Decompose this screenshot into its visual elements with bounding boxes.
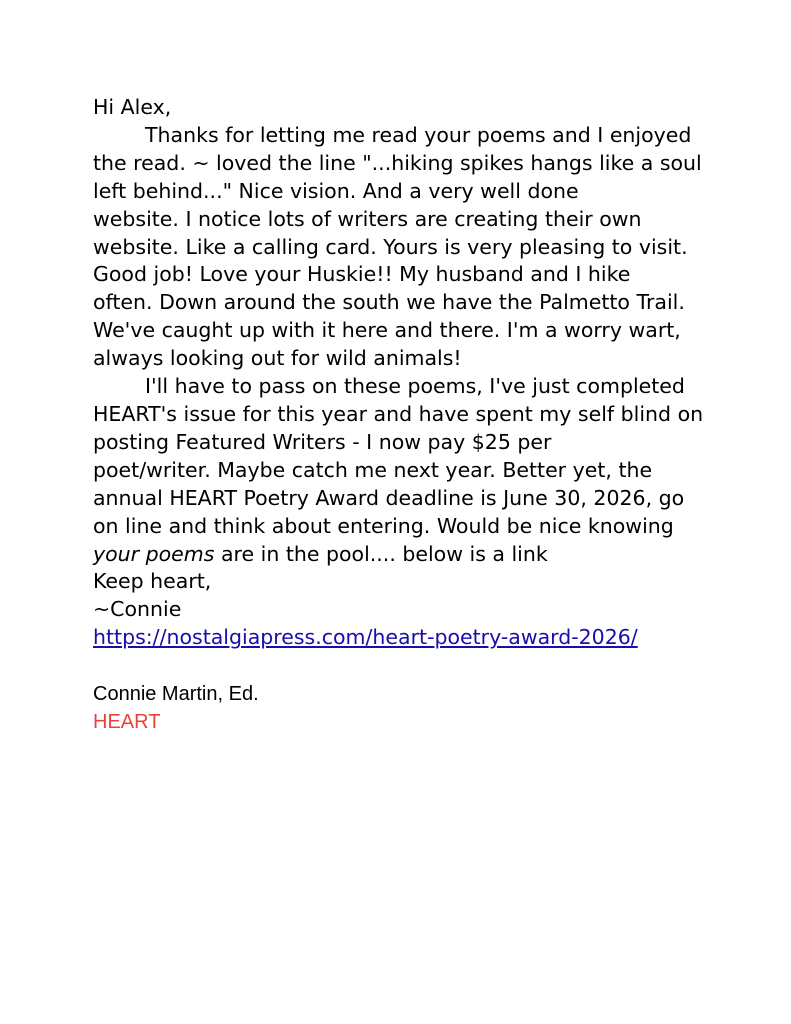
paragraph-line: on line and think about entering. Would be nice knowing xyxy=(93,513,674,538)
paragraph-line: website. I notice lots of writers are creating their own xyxy=(93,206,642,231)
greeting: Hi Alex, xyxy=(93,95,172,119)
spacer xyxy=(93,652,733,680)
award-link[interactable]: https://nostalgiapress.com/heart-poetry-award-2026/ xyxy=(93,625,638,650)
paragraph-line: Thanks for letting me read your poems and I enjoyed xyxy=(145,122,692,147)
paragraph-line-final xyxy=(93,541,733,569)
paragraph-line: left behind..." Nice vision. And a very well done xyxy=(93,178,579,203)
final-line-text: are in the pool.... below is a link xyxy=(214,541,548,566)
paragraph-line: annual HEART Poetry Award deadline is June 30, 2026, go xyxy=(93,485,685,510)
link-line xyxy=(93,624,733,652)
paragraph-line: I'll have to pass on these poems, I've just completed xyxy=(145,374,685,399)
paragraph-line: always looking out for wild animals! xyxy=(93,346,462,371)
closing: Keep heart, xyxy=(93,569,212,594)
signoff: ~Connie xyxy=(93,597,182,622)
paragraph-line: Good job! Love your Huskie!! My husband and I hike xyxy=(93,262,631,287)
letter-body xyxy=(93,94,733,736)
paragraph-line: posting Featured Writers - I now pay $25 per xyxy=(93,429,552,454)
paragraph-line: often. Down around the south we have the Palmetto Trail. xyxy=(93,290,685,315)
paragraph-line: We've caught up with it here and there. I'm a worry wart, xyxy=(93,318,681,343)
paragraph-line: website. Like a calling card. Yours is very pleasing to visit. xyxy=(93,234,688,259)
paragraph-line: the read. ~ loved the line "...hiking spikes hangs like a soul xyxy=(93,150,702,175)
signature-org: HEART xyxy=(93,711,161,734)
italic-phrase: your poems xyxy=(93,541,215,566)
paragraph-line: poet/writer. Maybe catch me next year. Better yet, the xyxy=(93,457,653,482)
paragraph-line: HEART's issue for this year and have spent my self blind on xyxy=(93,401,704,426)
signature-name: Connie Martin, Ed. xyxy=(93,683,259,706)
